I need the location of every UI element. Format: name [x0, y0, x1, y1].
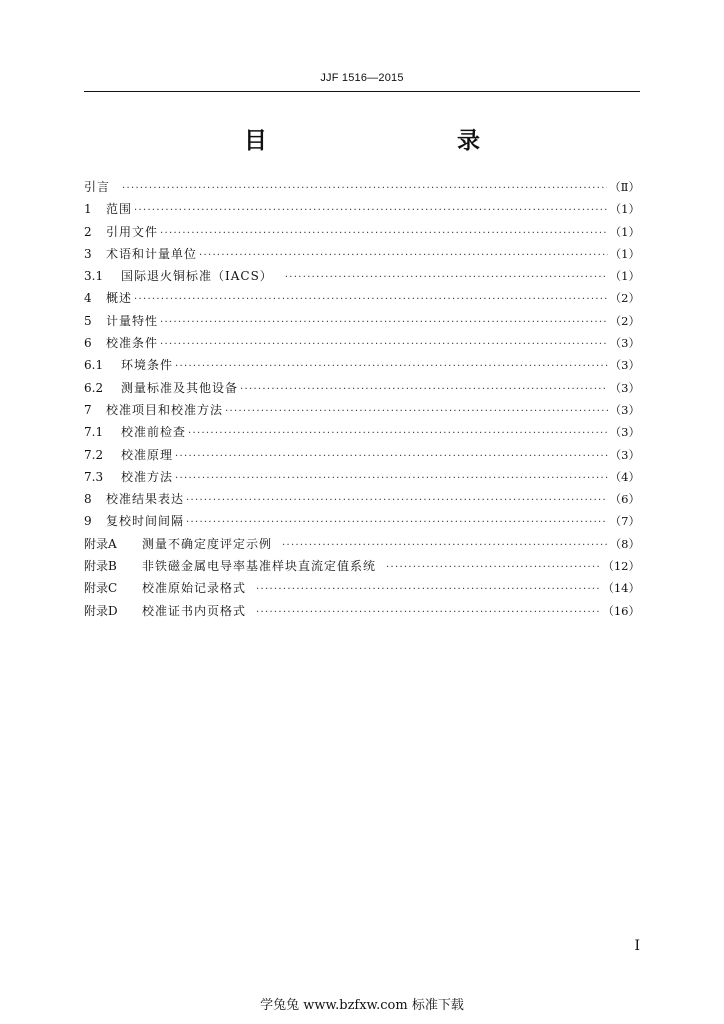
toc-entry-page: （3） [609, 358, 640, 373]
toc-entry-page: （Ⅱ） [609, 180, 640, 194]
toc-entry-number: 6 [84, 336, 92, 351]
toc-entry-page: （16） [602, 603, 640, 618]
footer-watermark: 学兔兔 www.bzfxw.com 标准下载 [260, 998, 464, 1013]
toc-entry-page: （3） [609, 336, 640, 351]
toc-leader-dots [186, 512, 608, 534]
toc-entry-label: 引言 [84, 180, 111, 194]
toc-entry-number: 3 [84, 246, 92, 261]
toc-title: 目 录 [244, 128, 528, 154]
toc-entry-label: 校准方法 [121, 469, 174, 484]
toc-entry-label: 引用文件 [106, 224, 159, 239]
toc-entry-label: 环境条件 [121, 358, 174, 373]
toc-entry-page: （1） [609, 269, 640, 284]
toc-entry-label: 校准原始记录格式 [142, 581, 247, 596]
toc-entry-number: 7 [84, 402, 92, 417]
toc-leader-dots [188, 423, 608, 445]
toc-entry-label: 测量标准及其他设备 [121, 380, 239, 395]
toc-leader-dots [282, 535, 608, 557]
toc-entry-introduction [84, 176, 640, 198]
header-rule [84, 91, 640, 92]
toc-leader-dots [175, 446, 608, 468]
page-folio: I [634, 938, 640, 954]
toc-entry-pre-check [84, 421, 640, 443]
toc-entry-number: 2 [84, 224, 92, 239]
toc-entry-method [84, 466, 640, 488]
toc-entry-label: 校准原理 [121, 447, 174, 462]
toc-entry-environment [84, 354, 640, 376]
toc-leader-dots [160, 223, 608, 245]
toc-entry-appendix-b [84, 555, 640, 577]
toc-entry-page: （2） [609, 313, 640, 328]
toc-entry-calibration-items [84, 399, 640, 421]
toc-entry-references [84, 221, 640, 243]
toc-entry-page: （6） [609, 492, 640, 507]
toc-entry-number: 附录A [84, 536, 117, 551]
toc-entry-number: 7.1 [84, 425, 104, 440]
toc-entry-iacs [84, 265, 640, 287]
toc-entry-label: 概述 [106, 291, 133, 306]
toc-entry-number: 附录B [84, 559, 117, 574]
toc-entry-appendix-d [84, 600, 640, 622]
toc-entry-number: 3.1 [84, 269, 104, 284]
toc-leader-dots [175, 468, 608, 490]
running-header: JJF 1516—2015 [320, 72, 404, 84]
toc-entry-number: 6.1 [84, 358, 104, 373]
toc-leader-dots [160, 334, 608, 356]
toc-leader-dots [225, 401, 608, 423]
toc-entry-page: （1） [609, 202, 640, 217]
toc-entry-principle [84, 444, 640, 466]
toc-entry-scope [84, 198, 640, 220]
toc-leader-dots [175, 356, 608, 378]
toc-entry-label: 非铁磁金属电导率基准样块直流定值系统 [142, 559, 377, 574]
toc-entry-number: 附录C [84, 581, 118, 596]
toc-entry-terms [84, 243, 640, 265]
toc-leader-dots [256, 602, 600, 624]
toc-leader-dots [240, 379, 608, 401]
toc-entry-page: （12） [602, 559, 640, 574]
toc-leader-dots [186, 490, 608, 512]
toc-entry-label: 校准前检查 [121, 425, 187, 440]
toc-entry-label: 校准条件 [106, 336, 159, 351]
toc-entry-recalibration-interval [84, 510, 640, 532]
toc-entry-page: （14） [602, 581, 640, 596]
toc-entry-page: （1） [609, 246, 640, 261]
toc-entry-number: 7.3 [84, 469, 104, 484]
toc-entry-standards-equipment [84, 377, 640, 399]
toc-entry-number: 4 [84, 291, 92, 306]
toc-entry-page: （3） [609, 425, 640, 440]
toc-entry-page: （3） [609, 447, 640, 462]
toc-entry-page: （2） [609, 291, 640, 306]
toc-entry-results [84, 488, 640, 510]
toc-leader-dots [199, 245, 608, 267]
toc-entry-label: 校准证书内页格式 [142, 603, 247, 618]
toc-entry-number: 1 [84, 202, 92, 217]
toc-entry-page: （3） [609, 380, 640, 395]
toc-entry-appendix-c [84, 577, 640, 599]
toc-entry-page: （4） [609, 469, 640, 484]
toc-leader-dots [285, 267, 608, 289]
toc-leader-dots [134, 289, 608, 311]
toc-entry-label: 范围 [106, 202, 133, 217]
toc-entry-page: （8） [609, 536, 640, 551]
toc-leader-dots [386, 557, 600, 579]
toc-leader-dots [256, 579, 600, 601]
toc-entry-page: （3） [609, 402, 640, 417]
toc-entry-appendix-a [84, 533, 640, 555]
toc-entry-label: 术语和计量单位 [106, 246, 198, 261]
toc-entry-label: 计量特性 [106, 313, 159, 328]
toc-list [84, 176, 640, 622]
toc-entry-label: 测量不确定度评定示例 [142, 536, 273, 551]
toc-entry-number: 7.2 [84, 447, 104, 462]
toc-leader-dots [134, 200, 608, 222]
toc-entry-metrological-characteristics [84, 310, 640, 332]
toc-leader-dots [122, 178, 607, 200]
toc-entry-overview [84, 287, 640, 309]
toc-entry-label: 校准结果表达 [106, 492, 185, 507]
toc-entry-calibration-conditions [84, 332, 640, 354]
toc-entry-number: 9 [84, 514, 92, 529]
toc-entry-label: 国际退火铜标准（IACS） [121, 269, 273, 284]
toc-entry-number: 5 [84, 313, 92, 328]
toc-entry-label: 校准项目和校准方法 [106, 402, 224, 417]
toc-entry-number: 附录D [84, 603, 118, 618]
toc-entry-page: （7） [609, 514, 640, 529]
toc-entry-label: 复校时间间隔 [106, 514, 185, 529]
toc-leader-dots [160, 312, 608, 334]
toc-entry-number: 6.2 [84, 380, 104, 395]
toc-entry-page: （1） [609, 224, 640, 239]
toc-entry-number: 8 [84, 492, 92, 507]
